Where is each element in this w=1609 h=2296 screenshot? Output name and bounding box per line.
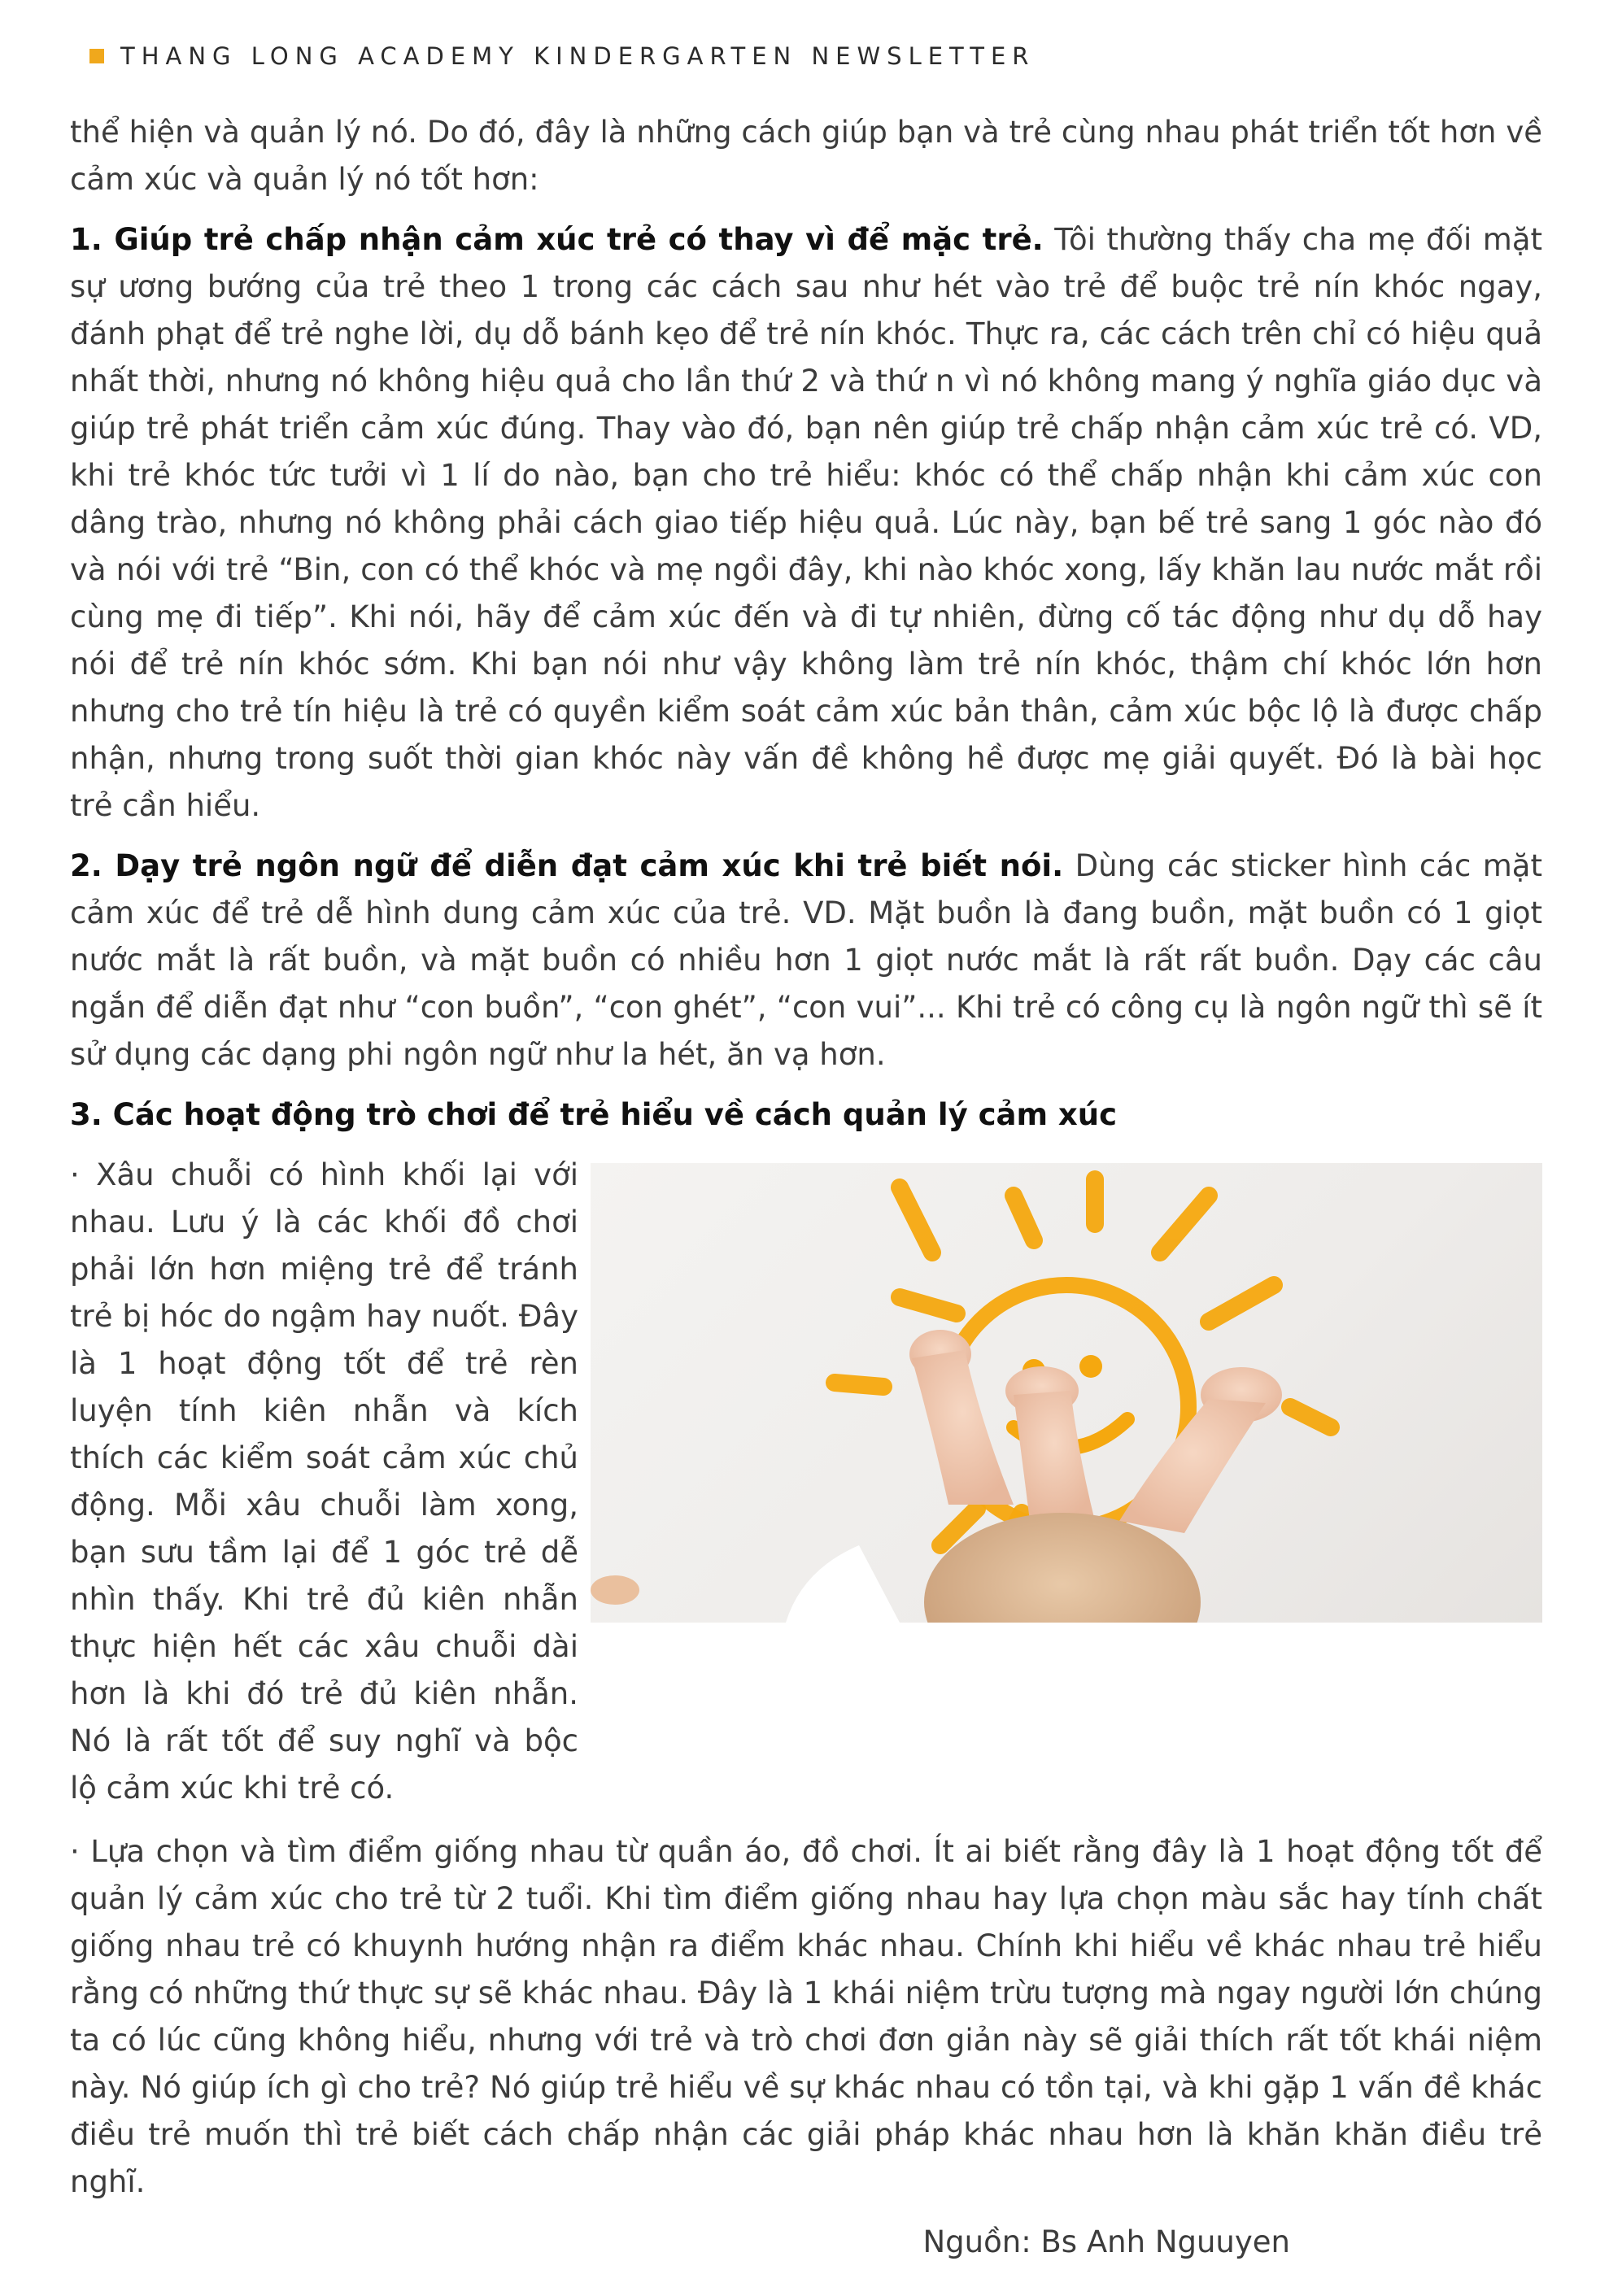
section-2-paragraph	[70, 843, 1542, 1078]
section-2-lead: 2. Dạy trẻ ngôn ngữ để diễn đạt cảm xúc khi trẻ biết nói.	[70, 848, 1064, 883]
section-2-body: Dùng các sticker hình các mặt cảm xúc để trẻ dễ hình dung cảm xúc của trẻ. VD. Mặt buồn là đang buồn, mặt buồn có 1 giọt nước mắt là rất buồn, và mặt buồn có nhiều hơn 1 giọt nước mắt là rất rất buồn. Dạy các câu ngắn để diễn đạt như “con buồn”, “con ghét”, “con vui”... Khi trẻ có công cụ là ngôn ngữ thì sẽ ít sử dụng các dạng phi ngôn ngữ như la hét, ăn vạ hơn.	[70, 848, 1542, 1072]
header-accent-square	[89, 49, 104, 63]
section-1-paragraph	[70, 216, 1542, 830]
article-body	[70, 109, 1542, 2296]
activity-1-block	[70, 1152, 1542, 1812]
activity-2-paragraph: · Lựa chọn và tìm điểm giống nhau từ quần áo, đồ chơi. Ít ai biết rằng đây là 1 hoạt động tốt để quản lý cảm xúc cho trẻ từ 2 tuổi. Khi tìm điểm giống nhau hay lựa chọn màu sắc hay tính chất giống nhau trẻ có khuynh hướng nhận ra điểm khác nhau. Chính khi hiểu về khác nhau trẻ hiểu rằng có những thứ thực sự sẽ khác nhau. Đây là 1 khái niệm trừu tượng mà ngay người lớn chúng ta có lúc cũng không hiểu, nhưng với trẻ và trò chơi đơn giản này sẽ giải thích rất tốt khái niệm này. Nó giúp ích gì cho trẻ? Nó giúp trẻ hiểu về sự khác nhau có tồn tại, và khi gặp 1 vấn đề khác điều trẻ muốn thì trẻ biết cách chấp nhận các giải pháp khác nhau hơn là khăn khăn điều trẻ nghĩ.	[70, 1834, 1542, 2199]
section-1-lead: 1. Giúp trẻ chấp nhận cảm xúc trẻ có thay vì để mặc trẻ.	[70, 222, 1044, 257]
section-3-heading: 3. Các hoạt động trò chơi để trẻ hiểu về cách quản lý cảm xúc	[70, 1097, 1118, 1132]
newsletter-header	[89, 42, 1035, 70]
newsletter-title: THANG LONG ACADEMY KINDERGARTEN NEWSLETTER	[120, 42, 1036, 70]
section-1-body: Tôi thường thấy cha mẹ đối mặt sự ương bướng của trẻ theo 1 trong các cách sau như hét vào trẻ để buộc trẻ nín khóc ngay, đánh phạt để trẻ nghe lời, dụ dỗ bánh kẹo để trẻ nín khóc. Thực ra, các cách trên chỉ có hiệu quả nhất thời, nhưng nó không hiệu quả cho lần thứ 2 và thứ n vì nó không mang ý nghĩa giáo dục và giúp trẻ phát triển cảm xúc đúng. Thay vào đó, bạn nên giúp trẻ chấp nhận cảm xúc trẻ có. VD, khi trẻ khóc tức tưởi vì 1 lí do nào, bạn cho trẻ hiểu: khóc có thể chấp nhận khi cảm xúc con dâng trào, nhưng nó không phải cách giao tiếp hiệu quả. Lúc này, bạn bế trẻ sang 1 góc nào đó và nói với trẻ “Bin, con có thể khóc và mẹ ngồi đây, khi nào khóc xong, lấy khăn lau nước mắt rồi cùng mẹ đi tiếp”. Khi nói, hãy để cảm xúc đến và đi tự nhiên, đừng cố tác động như dụ dỗ hay nói để trẻ nín khóc sớm. Khi bạn nói như vậy không làm trẻ nín khóc, thậm chí khóc lớn hơn nhưng cho trẻ tín hiệu là trẻ có quyền kiểm soát cảm xúc bản thân, cảm xúc bộc lộ là được chấp nhận, nhưng trong suốt thời gian khóc này vấn đề không hề được mẹ giải quyết. Đó là bài học trẻ cần hiểu.	[70, 222, 1543, 823]
source-credit: Nguồn: Bs Anh Nguuyen	[922, 2224, 1290, 2259]
intro-paragraph: thể hiện và quản lý nó. Do đó, đây là những cách giúp bạn và trẻ cùng nhau phát triển tốt hơn về cảm xúc và quản lý nó tốt hơn:	[70, 115, 1542, 197]
child-painting-sun-image	[591, 1163, 1542, 1623]
activity-1-text: · Xâu chuỗi có hình khối lại với nhau. Lưu ý là các khối đồ chơi phải lớn hơn miệng trẻ để tránh trẻ bị hóc do ngậm hay nuốt. Đây là 1 hoạt động tốt để trẻ rèn luyện tính kiên nhẫn và kích thích các kiểm soát cảm xúc chủ động. Mỗi xâu chuỗi làm xong, bạn sưu tầm lại để 1 góc trẻ dễ nhìn thấy. Khi trẻ đủ kiên nhẫn thực hiện hết các xâu chuỗi dài hơn là khi đó trẻ đủ kiên nhẫn. Nó là rất tốt để suy nghĩ và bộc lộ cảm xúc khi trẻ có.	[70, 1157, 578, 1806]
